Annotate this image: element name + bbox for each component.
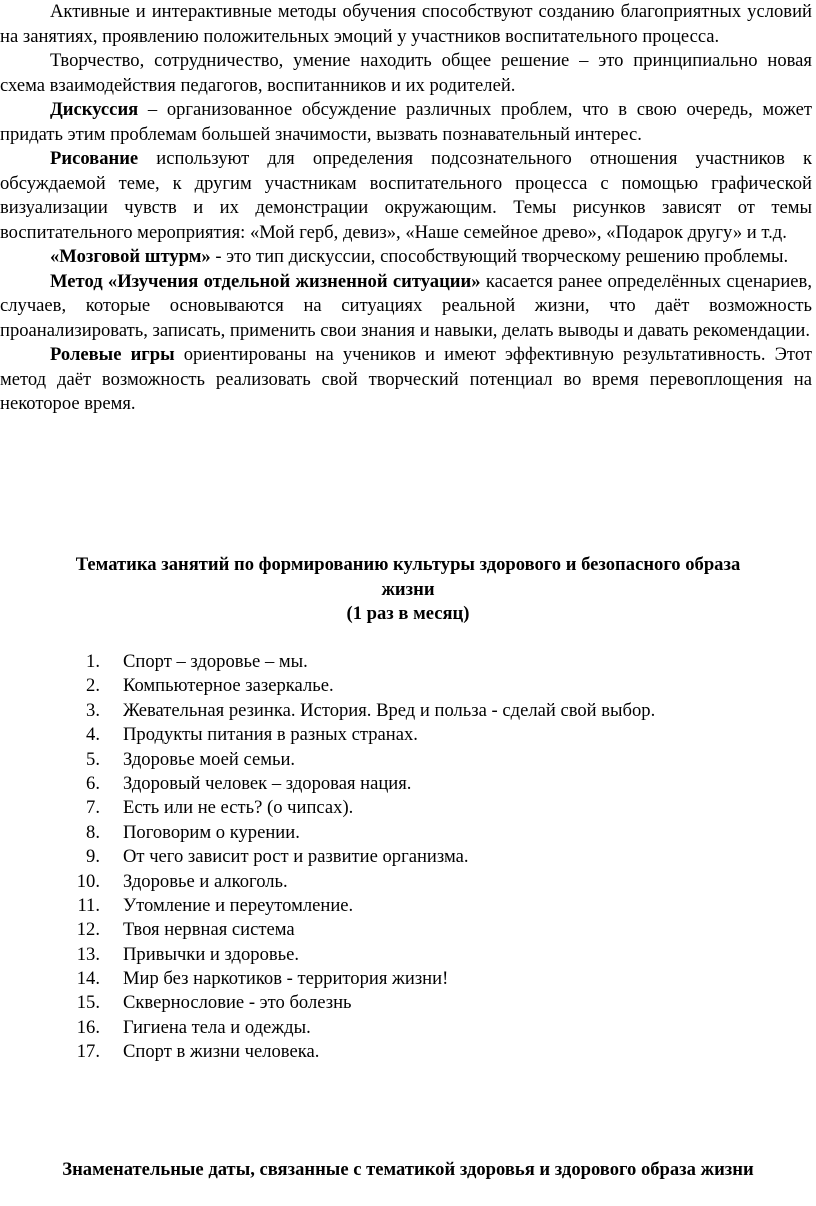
list-item: 6. Здоровый человек – здоровая нация. xyxy=(86,772,412,794)
topics-heading-line2: жизни xyxy=(381,578,435,600)
list-item: 16. Гигиена тела и одежды. xyxy=(76,1016,311,1038)
topics-heading-line1: Тематика занятий по формированию культуры здорового и безопасного образа xyxy=(75,554,741,575)
list-item: 12. Твоя нервная система xyxy=(76,919,295,941)
topics-heading-line3: (1 раз в месяц) xyxy=(346,603,470,624)
paragraph-discussion: Дискуссия – организованное обсуждение различных проблем, что в свою очередь, может придать этим проблемам большей значимости, вызвать познавательный интерес. xyxy=(0,99,812,145)
list-item: 10. Здоровье и алкоголь. xyxy=(76,870,288,892)
list-item: 17. Спорт в жизни человека. xyxy=(76,1041,320,1063)
list-item: 11. Утомление и переутомление. xyxy=(77,894,354,916)
list-item: 4. Продукты питания в разных странах. xyxy=(86,724,418,746)
topics-heading xyxy=(0,553,816,627)
paragraph-active-methods: Активные и интерактивные методы обучения способствуют созданию благоприятных условий на занятиях, проявлению положительных эмоций у участников воспитательного процесса. xyxy=(0,1,812,47)
paragraph-role-play: Ролевые игры ориентированы на учеников и имеют эффективную результативность. Этот метод даёт возможность реализовать свой творческий потенциал во время перевоплощения на некоторое время. xyxy=(0,344,812,414)
list-item: 13. Привычки и здоровье. xyxy=(76,943,300,965)
list-item: 3. Жевательная резинка. История. Вред и польза - сделай свой выбор. xyxy=(86,699,656,721)
list-item: 14. Мир без наркотиков - территория жизни! xyxy=(76,968,449,990)
list-item: 9. От чего зависит рост и развитие организма. xyxy=(86,846,469,868)
list-item: 7. Есть или не есть? (о чипсах). xyxy=(86,797,354,819)
paragraph-case-study: Метод «Изучения отдельной жизненной ситуации» касается ранее определённых сценариев, случаев, которые основываются на ситуациях реальной жизни, что даёт возможность проанализировать, записать, применить свои знания и навыки, делать выводы и давать рекомендации. xyxy=(0,270,812,341)
methods-text xyxy=(0,0,812,417)
paragraph-brainstorm: «Мозговой штурм» - это тип дискуссии, способствующий творческому решению проблемы. xyxy=(50,246,789,267)
dates-heading xyxy=(0,1158,816,1183)
dates-heading-text: Знаменательные даты, связанные с тематикой здоровья и здорового образа жизни xyxy=(62,1159,754,1180)
list-item: 8. Поговорим о курении. xyxy=(86,821,300,843)
list-item: 15. Сквернословие - это болезнь xyxy=(76,992,352,1014)
paragraph-creativity: Творчество, сотрудничество, умение находить общее решение – это принципиально новая схема взаимодействия педагогов, воспитанников и их родителей. xyxy=(0,50,812,96)
list-item: 2. Компьютерное зазеркалье. xyxy=(86,675,334,697)
list-item: 1. Спорт – здоровье – мы. xyxy=(86,651,308,672)
paragraph-drawing: Рисование используют для определения подсознательного отношения участников к обсуждаемой теме, к другим участникам воспитательного процесса с помощью графической визуализации чувств и их демонстрации окружающим. Темы рисунков зависят от темы воспитательного мероприятия: «Мой герб, девиз», «Наше семейное древо», «Подарок другу» и т.д. xyxy=(0,148,812,243)
topics-list xyxy=(0,650,816,1065)
list-item: 5. Здоровье моей семьи. xyxy=(86,748,296,770)
